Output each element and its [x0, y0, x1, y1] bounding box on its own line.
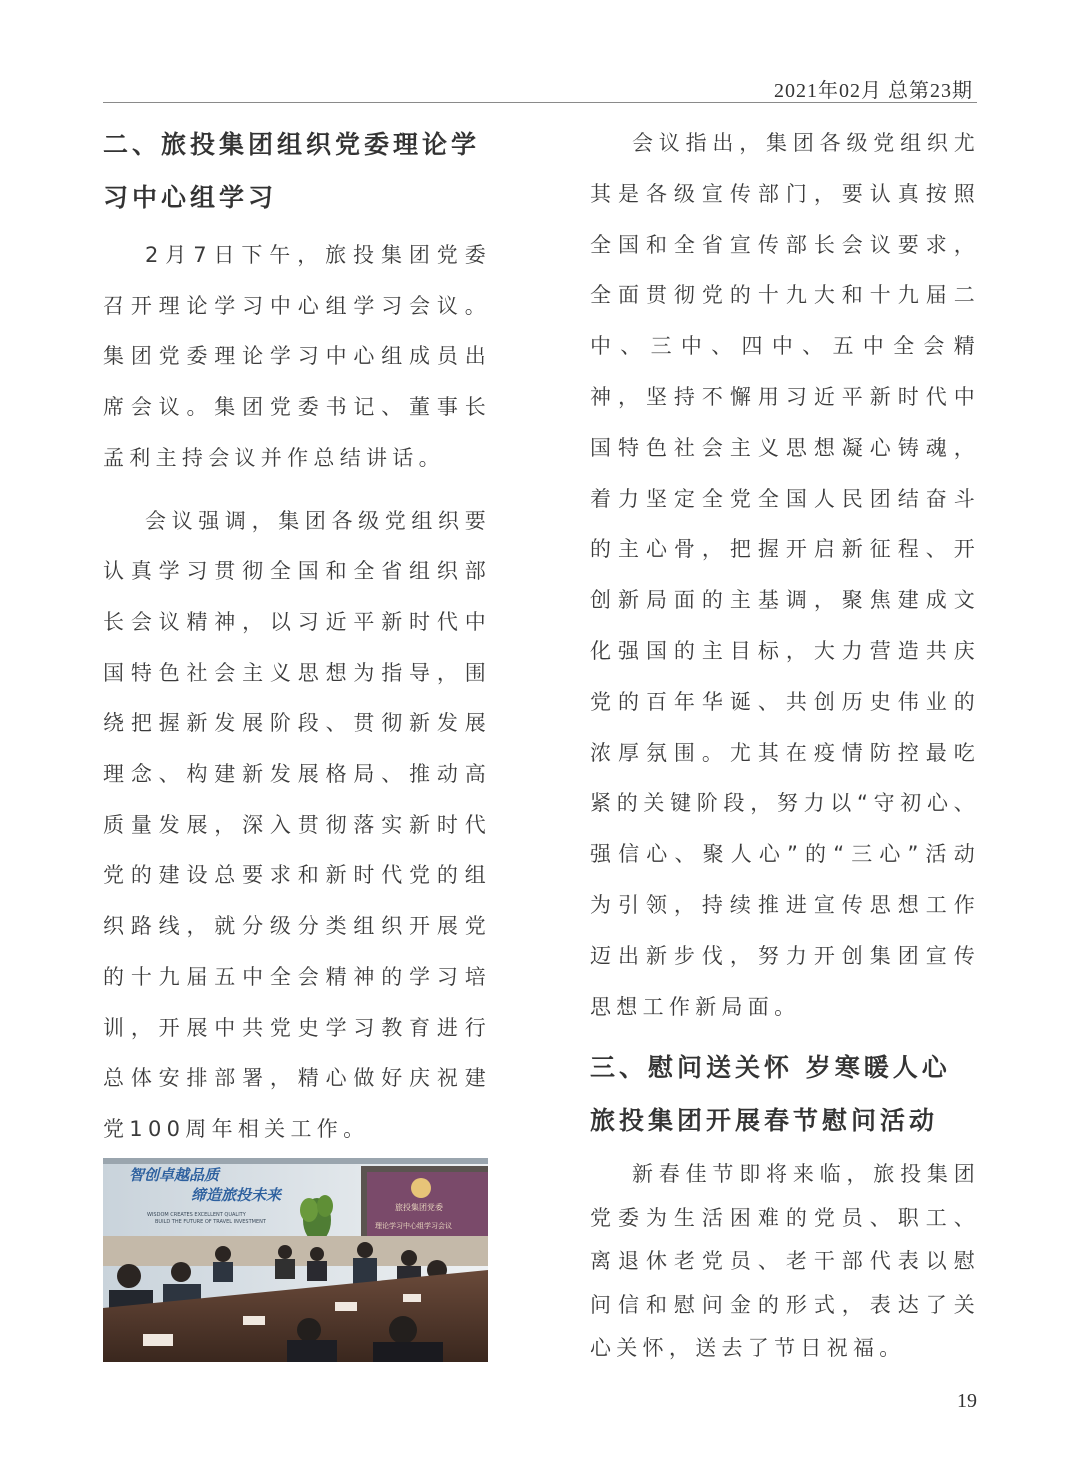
- wall-slogan-line2: 缔造旅投未来: [191, 1186, 282, 1204]
- meeting-photo-illustration: [103, 1158, 488, 1362]
- paragraph-meeting-emphasis: 会议强调，集团各级党组织要认真学习贯彻全国和全省组织部长会议精神，以习近平新时代中国特色社会主义思想为指导，围绕把握新发展阶段、贯彻新发展理念、构建新发展格局、推动高质量发展，深入贯彻落实新时代党的建设总要求和新时代党的组织路线，就分级分类组织开展党的十九届五中全会精神的学习培训，开展中共党史学习教育进行总体安排部署，精心做好庆祝建党100周年相关工作。: [103, 508, 491, 1141]
- page-header: [103, 70, 977, 103]
- paragraph-spring-festival-visit: 新春佳节即将来临，旅投集团党委为生活困难的党员、职工、离退休老党员、老干部代表以慰问信和慰问金的形式，表达了关心关怀，送去了节日祝福。: [590, 1162, 980, 1361]
- page-number: 19: [957, 1390, 977, 1412]
- left-column: [103, 118, 491, 1155]
- paragraph-meeting-held: 2月7日下午，旅投集团党委召开理论学习中心组学习会议。集团党委理论学习中心组成员出席会议。集团党委书记、董事长孟利主持会议并作总结讲话。: [103, 243, 491, 470]
- wall-slogan-en-line2: BUILD THE FUTURE OF TRAVEL INVESTMENT: [155, 1219, 266, 1225]
- right-column: [590, 118, 980, 1371]
- screen-title-line2: 理论学习中心组学习会议: [375, 1222, 452, 1230]
- section-heading-3: 三、慰问送关怀 岁寒暖人心 旅投集团开展春节慰问活动: [590, 1053, 951, 1136]
- meeting-photo: [103, 1158, 488, 1362]
- wall-slogan-line1: 智创卓越品质: [129, 1166, 220, 1184]
- screen-title-line1: 旅投集团党委: [395, 1203, 443, 1212]
- issue-label: 2021年02月 总第23期: [774, 80, 973, 102]
- section-heading-2: 二、旅投集团组织党委理论学习中心组学习: [103, 130, 481, 212]
- wall-slogan-en-line1: WISDOM CREATES EXCELLENT QUALITY: [147, 1212, 246, 1218]
- paragraph-meeting-pointed-out: 会议指出，集团各级党组织尤其是各级宣传部门，要认真按照全国和全省宣传部长会议要求，全面贯彻党的十九大和十九届二中、三中、四中、五中全会精神，坚持不懈用习近平新时代中国特色社会主义思想凝心铸魂，着力坚定全党全国人民团结奋斗的主心骨，把握开启新征程、开创新局面的主基调，聚焦建成文化强国的主目标，大力营造共庆党的百年华诞、共创历史伟业的浓厚氛围。尤其在疫情防控最吃紧的关键阶段，努力以“守初心、强信心、聚人心”的“三心”活动为引领，持续推进宣传思想工作迈出新步伐，努力开创集团宣传思想工作新局面。: [590, 131, 980, 1019]
